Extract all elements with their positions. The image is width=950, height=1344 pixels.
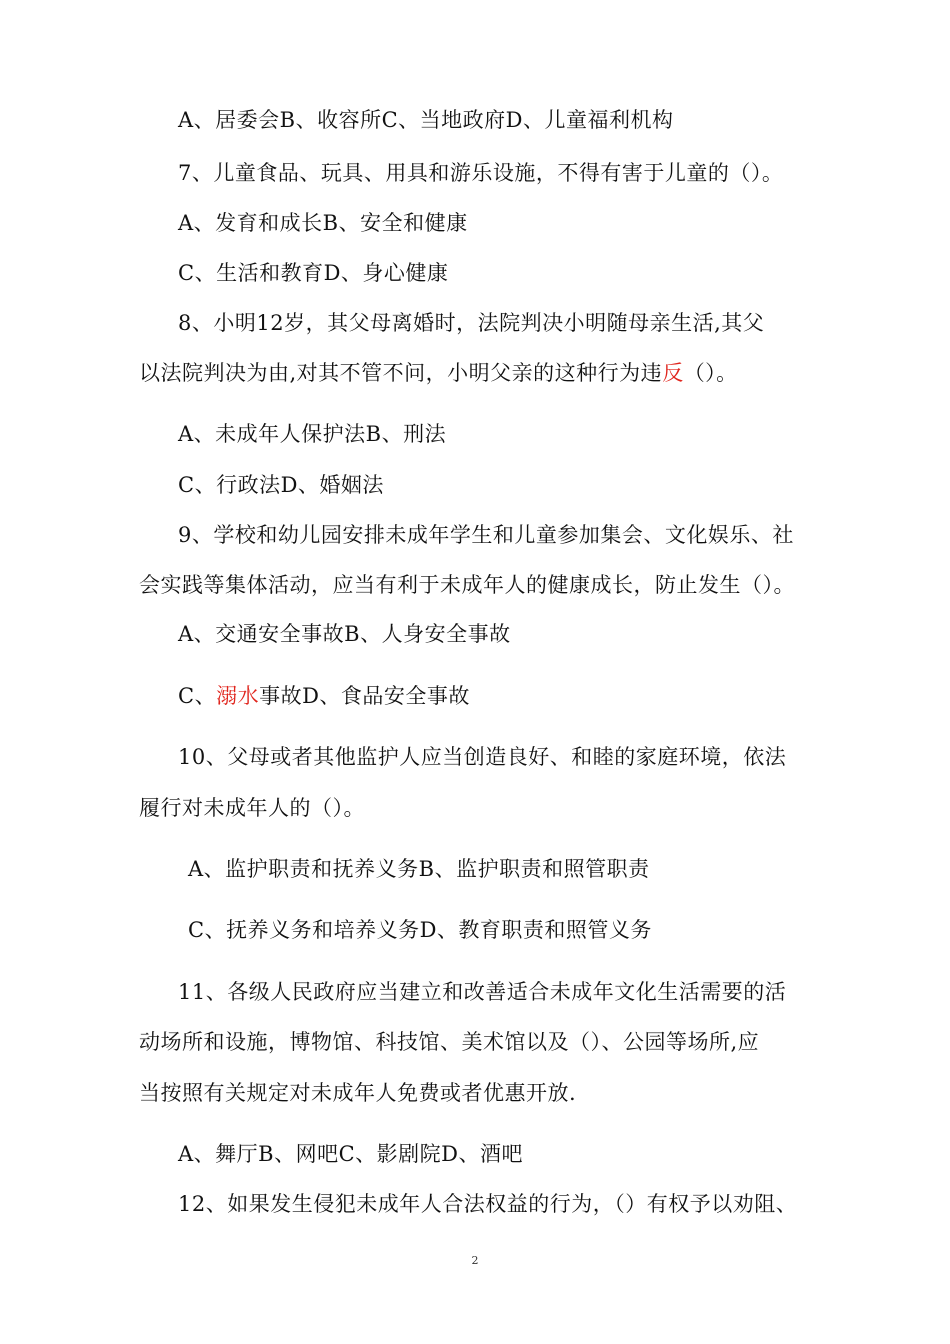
option-line — [188, 916, 652, 944]
text-span: 事故D、食品安全事故 — [259, 684, 470, 708]
question-line — [178, 1190, 797, 1218]
text-span: 7、儿童食品、玩具、用具和游乐设施，不得有害于儿童的（）。 — [178, 161, 784, 185]
text-span: 8、小明12岁，其父母离婚时，法院判决小明随母亲生活,其父 — [178, 311, 765, 335]
option-line — [178, 420, 446, 448]
text-span: A、未成年人保护法B、刑法 — [178, 422, 447, 446]
option-line — [178, 471, 384, 499]
highlighted-text: 溺水 — [216, 684, 260, 708]
text-span: 10、父母或者其他监护人应当创造良好、和睦的家庭环境，依法 — [178, 745, 787, 769]
question-line — [178, 309, 764, 337]
text-span: C、 — [178, 684, 217, 708]
option-line — [178, 106, 674, 134]
text-span: A、交通安全事故B、人身安全事故 — [178, 622, 511, 646]
text-span: A、发育和成长B、安全和健康 — [178, 211, 468, 235]
question-line — [178, 743, 786, 771]
text-span: 会实践等集体活动，应当有利于未成年人的健康成长，防止发生（）。 — [139, 573, 795, 597]
option-line — [178, 682, 470, 710]
highlighted-text: 反 — [662, 361, 684, 385]
text-span: 9、学校和幼儿园安排未成年学生和儿童参加集会、文化娱乐、社 — [178, 523, 794, 547]
text-span: （）。 — [683, 361, 738, 385]
question-line — [139, 359, 738, 387]
option-line — [188, 855, 650, 883]
text-span: C、生活和教育D、身心健康 — [178, 261, 449, 285]
option-line — [178, 620, 511, 648]
option-line — [178, 1140, 523, 1168]
question-line — [178, 159, 783, 187]
text-span: A、居委会B、收容所C、当地政府D、儿童福利机构 — [178, 108, 674, 132]
question-line — [178, 978, 786, 1006]
text-span: 当按照有关规定对未成年人免费或者优惠开放. — [139, 1081, 577, 1105]
text-span: 动场所和设施，博物馆、科技馆、美术馆以及（）、公园等场所,应 — [139, 1030, 760, 1054]
text-span: 以法院判决为由,对其不管不问，小明父亲的这种行为违 — [139, 361, 663, 385]
text-span: A、舞厅B、网吧C、影剧院D、酒吧 — [178, 1142, 524, 1166]
question-line — [139, 794, 365, 822]
question-line — [139, 1079, 576, 1107]
option-line — [178, 259, 448, 287]
question-line — [139, 1028, 759, 1056]
text-span: 12、如果发生侵犯未成年人合法权益的行为，（）有权予以劝阻、 — [178, 1192, 798, 1216]
option-line — [178, 209, 468, 237]
question-line — [178, 521, 794, 549]
text-span: C、行政法D、婚姻法 — [178, 473, 384, 497]
text-span: A、监护职责和抚养义务B、监护职责和照管职责 — [188, 857, 650, 881]
text-span: 履行对未成年人的（）。 — [139, 796, 365, 820]
text-span: C、抚养义务和培养义务D、教育职责和照管义务 — [188, 918, 652, 942]
page-number: 2 — [471, 1254, 479, 1267]
text-span: 11、各级人民政府应当建立和改善适合未成年文化生活需要的活 — [178, 980, 787, 1004]
question-line — [139, 571, 795, 599]
